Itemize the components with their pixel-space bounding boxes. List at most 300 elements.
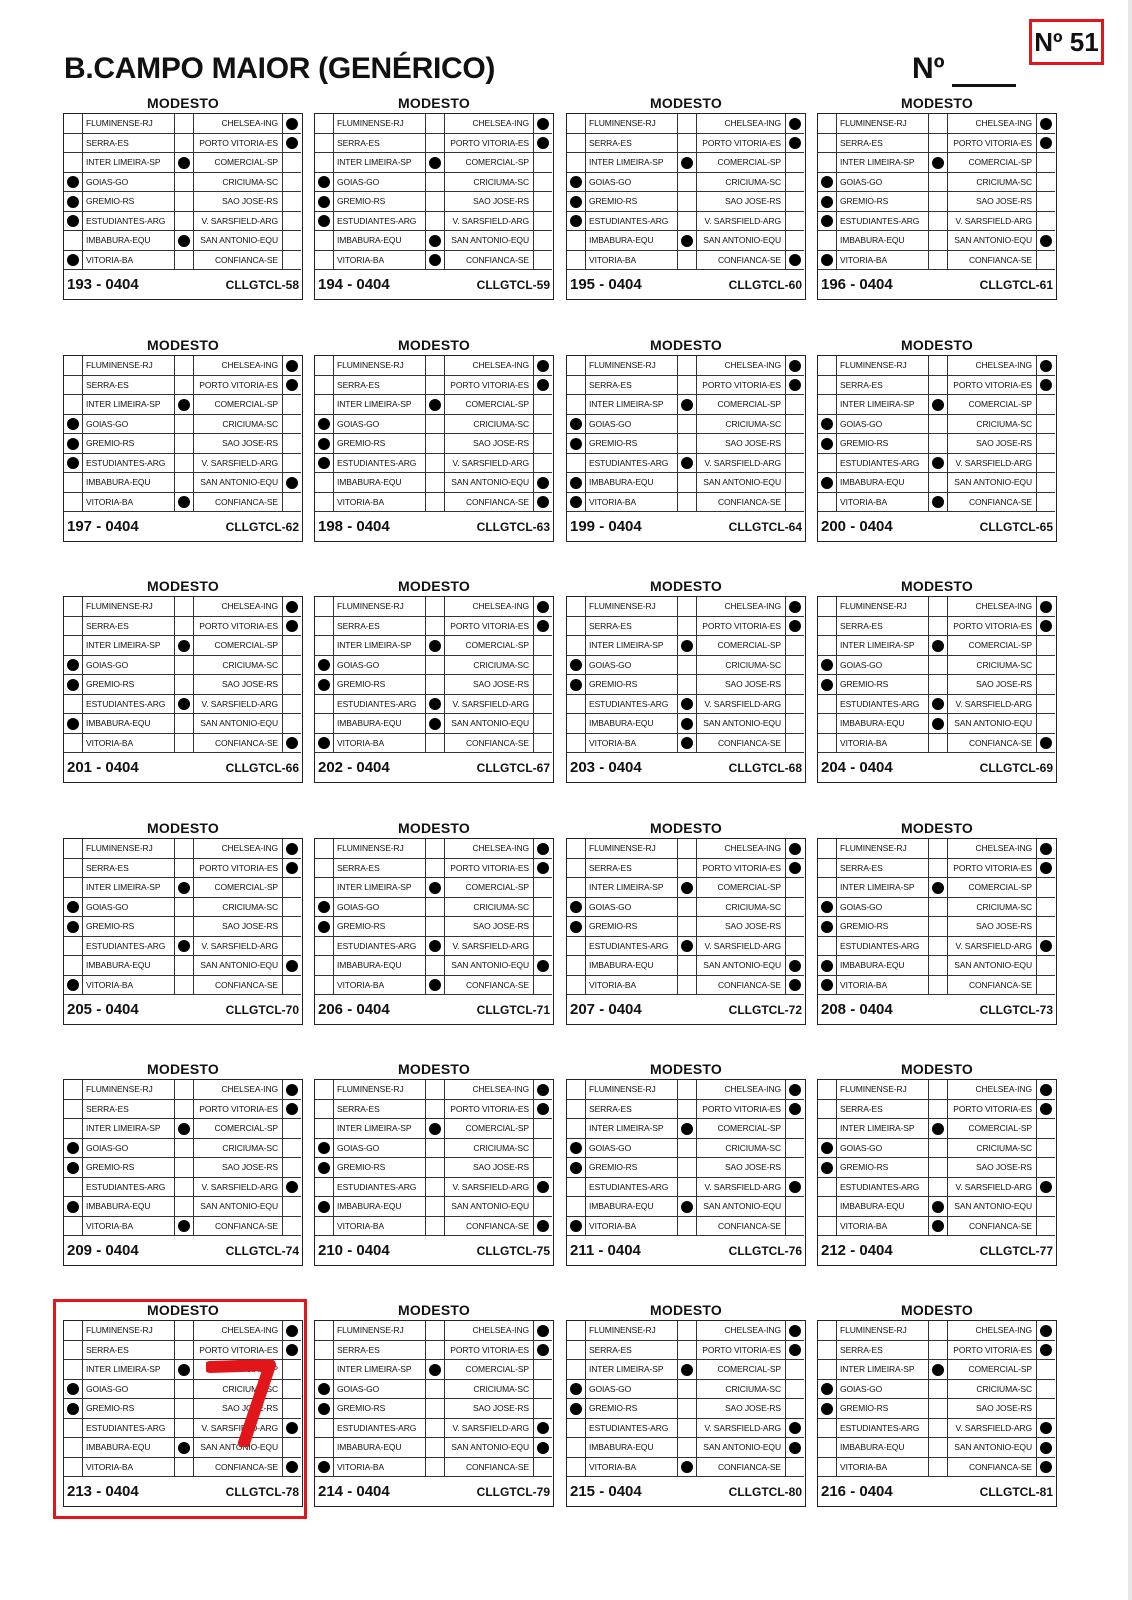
draw-mark-cell[interactable] — [678, 231, 697, 250]
home-win-mark-cell[interactable] — [315, 956, 334, 975]
draw-mark-cell[interactable] — [678, 1438, 697, 1457]
home-win-mark-cell[interactable] — [64, 1119, 83, 1138]
home-win-mark-cell[interactable] — [315, 1119, 334, 1138]
home-win-mark-cell[interactable] — [315, 473, 334, 492]
draw-mark-cell[interactable] — [426, 898, 445, 917]
draw-mark-cell[interactable] — [929, 1158, 948, 1177]
away-win-mark-cell[interactable] — [1037, 1360, 1055, 1379]
away-win-mark-cell[interactable] — [786, 1100, 804, 1119]
draw-mark-cell[interactable] — [929, 734, 948, 753]
home-win-mark-cell[interactable] — [64, 134, 83, 153]
draw-mark-cell[interactable] — [678, 1217, 697, 1236]
away-win-mark-cell[interactable] — [534, 656, 552, 675]
away-win-mark-cell[interactable] — [283, 356, 301, 375]
away-win-mark-cell[interactable] — [1037, 1399, 1055, 1418]
draw-mark-cell[interactable] — [929, 597, 948, 616]
away-win-mark-cell[interactable] — [534, 859, 552, 878]
away-win-mark-cell[interactable] — [786, 859, 804, 878]
draw-mark-cell[interactable] — [929, 1080, 948, 1099]
draw-mark-cell[interactable] — [175, 376, 194, 395]
draw-mark-cell[interactable] — [678, 434, 697, 453]
home-win-mark-cell[interactable] — [315, 1100, 334, 1119]
draw-mark-cell[interactable] — [426, 597, 445, 616]
away-win-mark-cell[interactable] — [283, 251, 301, 270]
away-win-mark-cell[interactable] — [534, 734, 552, 753]
away-win-mark-cell[interactable] — [1037, 636, 1055, 655]
draw-mark-cell[interactable] — [678, 898, 697, 917]
home-win-mark-cell[interactable] — [567, 1341, 586, 1360]
away-win-mark-cell[interactable] — [283, 173, 301, 192]
home-win-mark-cell[interactable] — [315, 839, 334, 858]
away-win-mark-cell[interactable] — [534, 1321, 552, 1340]
draw-mark-cell[interactable] — [426, 1197, 445, 1216]
away-win-mark-cell[interactable] — [786, 839, 804, 858]
draw-mark-cell[interactable] — [426, 675, 445, 694]
draw-mark-cell[interactable] — [175, 878, 194, 897]
home-win-mark-cell[interactable] — [315, 356, 334, 375]
home-win-mark-cell[interactable] — [818, 1100, 837, 1119]
home-win-mark-cell[interactable] — [567, 212, 586, 231]
draw-mark-cell[interactable] — [426, 839, 445, 858]
home-win-mark-cell[interactable] — [818, 714, 837, 733]
away-win-mark-cell[interactable] — [1037, 1158, 1055, 1177]
away-win-mark-cell[interactable] — [534, 1438, 552, 1457]
home-win-mark-cell[interactable] — [315, 734, 334, 753]
away-win-mark-cell[interactable] — [1037, 675, 1055, 694]
away-win-mark-cell[interactable] — [1037, 839, 1055, 858]
away-win-mark-cell[interactable] — [534, 1139, 552, 1158]
draw-mark-cell[interactable] — [678, 917, 697, 936]
away-win-mark-cell[interactable] — [534, 1158, 552, 1177]
away-win-mark-cell[interactable] — [1037, 1380, 1055, 1399]
draw-mark-cell[interactable] — [678, 976, 697, 995]
draw-mark-cell[interactable] — [426, 656, 445, 675]
away-win-mark-cell[interactable] — [786, 695, 804, 714]
home-win-mark-cell[interactable] — [818, 1080, 837, 1099]
draw-mark-cell[interactable] — [175, 714, 194, 733]
draw-mark-cell[interactable] — [929, 917, 948, 936]
draw-mark-cell[interactable] — [426, 114, 445, 133]
draw-mark-cell[interactable] — [175, 415, 194, 434]
home-win-mark-cell[interactable] — [567, 454, 586, 473]
draw-mark-cell[interactable] — [929, 617, 948, 636]
home-win-mark-cell[interactable] — [315, 493, 334, 512]
draw-mark-cell[interactable] — [678, 1419, 697, 1438]
draw-mark-cell[interactable] — [426, 1458, 445, 1477]
draw-mark-cell[interactable] — [929, 114, 948, 133]
draw-mark-cell[interactable] — [426, 212, 445, 231]
draw-mark-cell[interactable] — [929, 1360, 948, 1379]
home-win-mark-cell[interactable] — [818, 1321, 837, 1340]
home-win-mark-cell[interactable] — [818, 937, 837, 956]
home-win-mark-cell[interactable] — [567, 734, 586, 753]
home-win-mark-cell[interactable] — [315, 617, 334, 636]
home-win-mark-cell[interactable] — [315, 434, 334, 453]
home-win-mark-cell[interactable] — [64, 656, 83, 675]
home-win-mark-cell[interactable] — [567, 356, 586, 375]
home-win-mark-cell[interactable] — [315, 976, 334, 995]
home-win-mark-cell[interactable] — [818, 859, 837, 878]
away-win-mark-cell[interactable] — [534, 1399, 552, 1418]
draw-mark-cell[interactable] — [426, 493, 445, 512]
draw-mark-cell[interactable] — [929, 976, 948, 995]
home-win-mark-cell[interactable] — [315, 231, 334, 250]
draw-mark-cell[interactable] — [678, 1178, 697, 1197]
away-win-mark-cell[interactable] — [786, 1399, 804, 1418]
home-win-mark-cell[interactable] — [818, 415, 837, 434]
draw-mark-cell[interactable] — [175, 976, 194, 995]
away-win-mark-cell[interactable] — [534, 956, 552, 975]
away-win-mark-cell[interactable] — [283, 192, 301, 211]
draw-mark-cell[interactable] — [678, 192, 697, 211]
home-win-mark-cell[interactable] — [818, 1438, 837, 1457]
away-win-mark-cell[interactable] — [283, 956, 301, 975]
home-win-mark-cell[interactable] — [315, 1399, 334, 1418]
home-win-mark-cell[interactable] — [567, 1197, 586, 1216]
home-win-mark-cell[interactable] — [567, 493, 586, 512]
away-win-mark-cell[interactable] — [1037, 415, 1055, 434]
draw-mark-cell[interactable] — [929, 493, 948, 512]
home-win-mark-cell[interactable] — [315, 134, 334, 153]
draw-mark-cell[interactable] — [678, 376, 697, 395]
home-win-mark-cell[interactable] — [315, 454, 334, 473]
draw-mark-cell[interactable] — [929, 376, 948, 395]
draw-mark-cell[interactable] — [678, 937, 697, 956]
away-win-mark-cell[interactable] — [534, 898, 552, 917]
home-win-mark-cell[interactable] — [567, 376, 586, 395]
home-win-mark-cell[interactable] — [567, 917, 586, 936]
away-win-mark-cell[interactable] — [786, 956, 804, 975]
home-win-mark-cell[interactable] — [567, 839, 586, 858]
draw-mark-cell[interactable] — [929, 473, 948, 492]
away-win-mark-cell[interactable] — [283, 114, 301, 133]
away-win-mark-cell[interactable] — [1037, 937, 1055, 956]
away-win-mark-cell[interactable] — [1037, 734, 1055, 753]
away-win-mark-cell[interactable] — [1037, 434, 1055, 453]
draw-mark-cell[interactable] — [929, 636, 948, 655]
home-win-mark-cell[interactable] — [64, 714, 83, 733]
draw-mark-cell[interactable] — [929, 173, 948, 192]
home-win-mark-cell[interactable] — [567, 898, 586, 917]
home-win-mark-cell[interactable] — [567, 1139, 586, 1158]
home-win-mark-cell[interactable] — [315, 153, 334, 172]
draw-mark-cell[interactable] — [678, 251, 697, 270]
away-win-mark-cell[interactable] — [786, 1158, 804, 1177]
draw-mark-cell[interactable] — [929, 898, 948, 917]
draw-mark-cell[interactable] — [929, 1419, 948, 1438]
draw-mark-cell[interactable] — [678, 1158, 697, 1177]
away-win-mark-cell[interactable] — [1037, 1080, 1055, 1099]
draw-mark-cell[interactable] — [175, 356, 194, 375]
draw-mark-cell[interactable] — [678, 956, 697, 975]
draw-mark-cell[interactable] — [175, 1119, 194, 1138]
away-win-mark-cell[interactable] — [283, 1100, 301, 1119]
draw-mark-cell[interactable] — [175, 231, 194, 250]
draw-mark-cell[interactable] — [426, 1139, 445, 1158]
draw-mark-cell[interactable] — [929, 1178, 948, 1197]
away-win-mark-cell[interactable] — [786, 976, 804, 995]
home-win-mark-cell[interactable] — [567, 192, 586, 211]
draw-mark-cell[interactable] — [175, 473, 194, 492]
draw-mark-cell[interactable] — [426, 192, 445, 211]
home-win-mark-cell[interactable] — [64, 734, 83, 753]
away-win-mark-cell[interactable] — [786, 376, 804, 395]
away-win-mark-cell[interactable] — [1037, 1197, 1055, 1216]
away-win-mark-cell[interactable] — [283, 675, 301, 694]
home-win-mark-cell[interactable] — [567, 636, 586, 655]
home-win-mark-cell[interactable] — [64, 956, 83, 975]
away-win-mark-cell[interactable] — [283, 734, 301, 753]
away-win-mark-cell[interactable] — [534, 976, 552, 995]
home-win-mark-cell[interactable] — [567, 231, 586, 250]
away-win-mark-cell[interactable] — [534, 356, 552, 375]
draw-mark-cell[interactable] — [175, 454, 194, 473]
draw-mark-cell[interactable] — [175, 617, 194, 636]
home-win-mark-cell[interactable] — [567, 695, 586, 714]
home-win-mark-cell[interactable] — [64, 917, 83, 936]
home-win-mark-cell[interactable] — [567, 251, 586, 270]
home-win-mark-cell[interactable] — [315, 1217, 334, 1236]
home-win-mark-cell[interactable] — [567, 937, 586, 956]
away-win-mark-cell[interactable] — [283, 1119, 301, 1138]
away-win-mark-cell[interactable] — [1037, 251, 1055, 270]
home-win-mark-cell[interactable] — [567, 434, 586, 453]
draw-mark-cell[interactable] — [426, 454, 445, 473]
draw-mark-cell[interactable] — [678, 1139, 697, 1158]
home-win-mark-cell[interactable] — [818, 376, 837, 395]
home-win-mark-cell[interactable] — [64, 878, 83, 897]
away-win-mark-cell[interactable] — [1037, 1100, 1055, 1119]
home-win-mark-cell[interactable] — [567, 1399, 586, 1418]
draw-mark-cell[interactable] — [678, 493, 697, 512]
away-win-mark-cell[interactable] — [283, 597, 301, 616]
away-win-mark-cell[interactable] — [1037, 859, 1055, 878]
draw-mark-cell[interactable] — [175, 1139, 194, 1158]
draw-mark-cell[interactable] — [175, 434, 194, 453]
draw-mark-cell[interactable] — [929, 839, 948, 858]
home-win-mark-cell[interactable] — [818, 597, 837, 616]
draw-mark-cell[interactable] — [929, 695, 948, 714]
away-win-mark-cell[interactable] — [1037, 454, 1055, 473]
home-win-mark-cell[interactable] — [315, 1158, 334, 1177]
away-win-mark-cell[interactable] — [283, 714, 301, 733]
home-win-mark-cell[interactable] — [567, 134, 586, 153]
home-win-mark-cell[interactable] — [315, 898, 334, 917]
home-win-mark-cell[interactable] — [567, 1158, 586, 1177]
home-win-mark-cell[interactable] — [315, 859, 334, 878]
away-win-mark-cell[interactable] — [283, 454, 301, 473]
away-win-mark-cell[interactable] — [786, 473, 804, 492]
away-win-mark-cell[interactable] — [786, 395, 804, 414]
away-win-mark-cell[interactable] — [283, 1217, 301, 1236]
away-win-mark-cell[interactable] — [534, 695, 552, 714]
home-win-mark-cell[interactable] — [567, 114, 586, 133]
home-win-mark-cell[interactable] — [315, 1380, 334, 1399]
draw-mark-cell[interactable] — [426, 434, 445, 453]
home-win-mark-cell[interactable] — [818, 173, 837, 192]
draw-mark-cell[interactable] — [929, 1119, 948, 1138]
away-win-mark-cell[interactable] — [786, 1197, 804, 1216]
away-win-mark-cell[interactable] — [1037, 1178, 1055, 1197]
away-win-mark-cell[interactable] — [534, 192, 552, 211]
draw-mark-cell[interactable] — [678, 734, 697, 753]
home-win-mark-cell[interactable] — [567, 1080, 586, 1099]
home-win-mark-cell[interactable] — [64, 493, 83, 512]
draw-mark-cell[interactable] — [426, 153, 445, 172]
away-win-mark-cell[interactable] — [1037, 1458, 1055, 1477]
away-win-mark-cell[interactable] — [786, 636, 804, 655]
draw-mark-cell[interactable] — [678, 1100, 697, 1119]
draw-mark-cell[interactable] — [426, 1419, 445, 1438]
away-win-mark-cell[interactable] — [1037, 617, 1055, 636]
home-win-mark-cell[interactable] — [567, 1360, 586, 1379]
draw-mark-cell[interactable] — [426, 1119, 445, 1138]
draw-mark-cell[interactable] — [426, 415, 445, 434]
away-win-mark-cell[interactable] — [283, 937, 301, 956]
draw-mark-cell[interactable] — [678, 1080, 697, 1099]
draw-mark-cell[interactable] — [175, 251, 194, 270]
away-win-mark-cell[interactable] — [534, 114, 552, 133]
draw-mark-cell[interactable] — [678, 714, 697, 733]
draw-mark-cell[interactable] — [678, 1341, 697, 1360]
home-win-mark-cell[interactable] — [64, 597, 83, 616]
home-win-mark-cell[interactable] — [567, 675, 586, 694]
away-win-mark-cell[interactable] — [786, 212, 804, 231]
home-win-mark-cell[interactable] — [64, 395, 83, 414]
away-win-mark-cell[interactable] — [534, 1419, 552, 1438]
home-win-mark-cell[interactable] — [567, 1178, 586, 1197]
draw-mark-cell[interactable] — [678, 839, 697, 858]
draw-mark-cell[interactable] — [175, 675, 194, 694]
away-win-mark-cell[interactable] — [786, 1139, 804, 1158]
away-win-mark-cell[interactable] — [534, 212, 552, 231]
away-win-mark-cell[interactable] — [283, 1080, 301, 1099]
draw-mark-cell[interactable] — [426, 231, 445, 250]
home-win-mark-cell[interactable] — [818, 1197, 837, 1216]
draw-mark-cell[interactable] — [678, 597, 697, 616]
home-win-mark-cell[interactable] — [818, 153, 837, 172]
home-win-mark-cell[interactable] — [315, 114, 334, 133]
draw-mark-cell[interactable] — [175, 597, 194, 616]
home-win-mark-cell[interactable] — [567, 1458, 586, 1477]
draw-mark-cell[interactable] — [678, 454, 697, 473]
away-win-mark-cell[interactable] — [786, 1341, 804, 1360]
draw-mark-cell[interactable] — [426, 376, 445, 395]
away-win-mark-cell[interactable] — [786, 231, 804, 250]
home-win-mark-cell[interactable] — [64, 454, 83, 473]
draw-mark-cell[interactable] — [929, 878, 948, 897]
draw-mark-cell[interactable] — [175, 636, 194, 655]
away-win-mark-cell[interactable] — [786, 493, 804, 512]
home-win-mark-cell[interactable] — [818, 656, 837, 675]
away-win-mark-cell[interactable] — [534, 839, 552, 858]
away-win-mark-cell[interactable] — [534, 1380, 552, 1399]
away-win-mark-cell[interactable] — [786, 734, 804, 753]
draw-mark-cell[interactable] — [929, 1217, 948, 1236]
home-win-mark-cell[interactable] — [567, 1217, 586, 1236]
away-win-mark-cell[interactable] — [283, 839, 301, 858]
draw-mark-cell[interactable] — [678, 859, 697, 878]
away-win-mark-cell[interactable] — [534, 937, 552, 956]
home-win-mark-cell[interactable] — [64, 415, 83, 434]
away-win-mark-cell[interactable] — [534, 878, 552, 897]
away-win-mark-cell[interactable] — [1037, 114, 1055, 133]
draw-mark-cell[interactable] — [678, 1399, 697, 1418]
away-win-mark-cell[interactable] — [534, 1119, 552, 1138]
home-win-mark-cell[interactable] — [315, 1197, 334, 1216]
away-win-mark-cell[interactable] — [534, 597, 552, 616]
draw-mark-cell[interactable] — [929, 454, 948, 473]
draw-mark-cell[interactable] — [426, 251, 445, 270]
draw-mark-cell[interactable] — [426, 356, 445, 375]
away-win-mark-cell[interactable] — [786, 1178, 804, 1197]
home-win-mark-cell[interactable] — [315, 1080, 334, 1099]
away-win-mark-cell[interactable] — [283, 212, 301, 231]
home-win-mark-cell[interactable] — [818, 917, 837, 936]
draw-mark-cell[interactable] — [929, 1321, 948, 1340]
home-win-mark-cell[interactable] — [315, 1178, 334, 1197]
away-win-mark-cell[interactable] — [283, 656, 301, 675]
home-win-mark-cell[interactable] — [315, 937, 334, 956]
home-win-mark-cell[interactable] — [818, 695, 837, 714]
away-win-mark-cell[interactable] — [283, 1158, 301, 1177]
home-win-mark-cell[interactable] — [818, 231, 837, 250]
home-win-mark-cell[interactable] — [64, 636, 83, 655]
away-win-mark-cell[interactable] — [534, 454, 552, 473]
away-win-mark-cell[interactable] — [1037, 597, 1055, 616]
draw-mark-cell[interactable] — [175, 1158, 194, 1177]
away-win-mark-cell[interactable] — [786, 1080, 804, 1099]
away-win-mark-cell[interactable] — [1037, 493, 1055, 512]
draw-mark-cell[interactable] — [678, 695, 697, 714]
draw-mark-cell[interactable] — [678, 1360, 697, 1379]
draw-mark-cell[interactable] — [426, 976, 445, 995]
away-win-mark-cell[interactable] — [283, 473, 301, 492]
draw-mark-cell[interactable] — [929, 212, 948, 231]
home-win-mark-cell[interactable] — [64, 231, 83, 250]
home-win-mark-cell[interactable] — [567, 473, 586, 492]
away-win-mark-cell[interactable] — [534, 251, 552, 270]
home-win-mark-cell[interactable] — [818, 878, 837, 897]
home-win-mark-cell[interactable] — [315, 917, 334, 936]
draw-mark-cell[interactable] — [929, 1341, 948, 1360]
away-win-mark-cell[interactable] — [1037, 134, 1055, 153]
away-win-mark-cell[interactable] — [786, 917, 804, 936]
draw-mark-cell[interactable] — [929, 1197, 948, 1216]
draw-mark-cell[interactable] — [929, 1458, 948, 1477]
draw-mark-cell[interactable] — [175, 493, 194, 512]
away-win-mark-cell[interactable] — [1037, 714, 1055, 733]
home-win-mark-cell[interactable] — [64, 1100, 83, 1119]
away-win-mark-cell[interactable] — [786, 1419, 804, 1438]
draw-mark-cell[interactable] — [426, 173, 445, 192]
draw-mark-cell[interactable] — [678, 395, 697, 414]
draw-mark-cell[interactable] — [678, 675, 697, 694]
draw-mark-cell[interactable] — [426, 1341, 445, 1360]
draw-mark-cell[interactable] — [678, 1119, 697, 1138]
home-win-mark-cell[interactable] — [315, 173, 334, 192]
draw-mark-cell[interactable] — [678, 656, 697, 675]
home-win-mark-cell[interactable] — [315, 597, 334, 616]
home-win-mark-cell[interactable] — [567, 1380, 586, 1399]
away-win-mark-cell[interactable] — [786, 454, 804, 473]
away-win-mark-cell[interactable] — [1037, 898, 1055, 917]
home-win-mark-cell[interactable] — [567, 415, 586, 434]
draw-mark-cell[interactable] — [426, 917, 445, 936]
home-win-mark-cell[interactable] — [315, 212, 334, 231]
away-win-mark-cell[interactable] — [786, 1458, 804, 1477]
home-win-mark-cell[interactable] — [315, 675, 334, 694]
